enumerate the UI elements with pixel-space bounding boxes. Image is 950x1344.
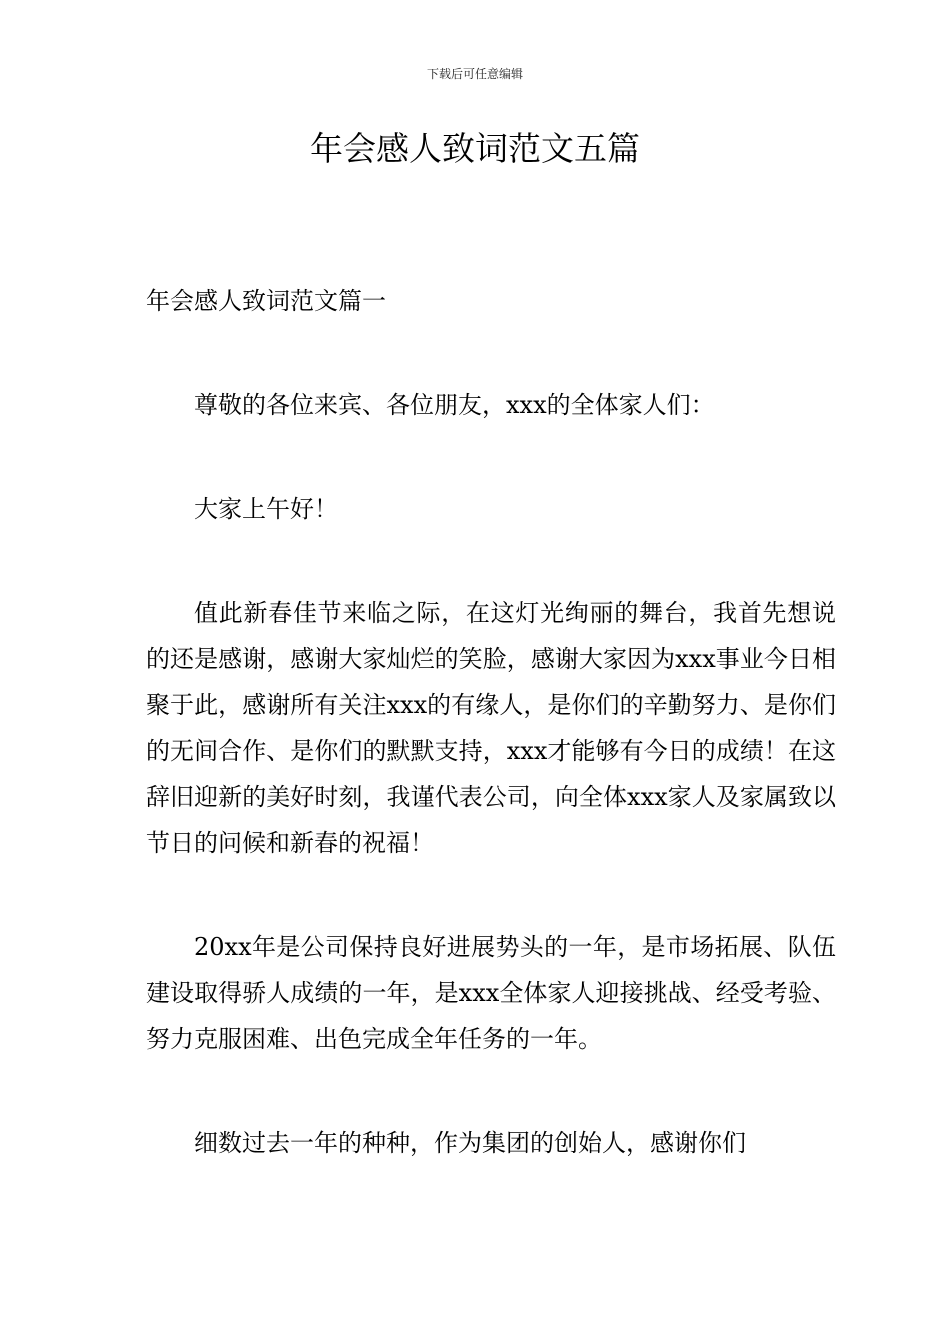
paragraph-greeting: 大家上午好！	[194, 495, 338, 523]
paragraph-reflection: 细数过去一年的种种，作为集团的创始人，感谢你们	[194, 1129, 746, 1157]
document-body	[146, 278, 836, 1224]
paragraph-year-review: 20xx年是公司保持良好进展势头的一年，是市场拓展、队伍建设取得骄人成绩的一年，是xxx全体家人迎接挑战、经受考验、努力克服困难、出色完成全年任务的一年。	[146, 933, 836, 1053]
paragraph-salutation: 尊敬的各位来宾、各位朋友，xxx的全体家人们：	[194, 391, 715, 419]
paragraph-thanks: 值此新春佳节来临之际，在这灯光绚丽的舞台，我首先想说的还是感谢，感谢大家灿烂的笑脸，感谢大家因为xxx事业今日相聚于此，感谢所有关注xxx的有缘人，是你们的辛勤努力、是你们的无间合作、是你们的默默支持，xxx才能够有今日的成绩！在这辞旧迎新的美好时刻，我谨代表公司，向全体xxx家人及家属致以节日的问候和新春的祝福！	[146, 599, 836, 857]
page-header-note: 下载后可任意编辑	[426, 67, 523, 81]
section-heading: 年会感人致词范文篇一	[146, 287, 386, 315]
document-title: 年会感人致词范文五篇	[310, 129, 640, 168]
